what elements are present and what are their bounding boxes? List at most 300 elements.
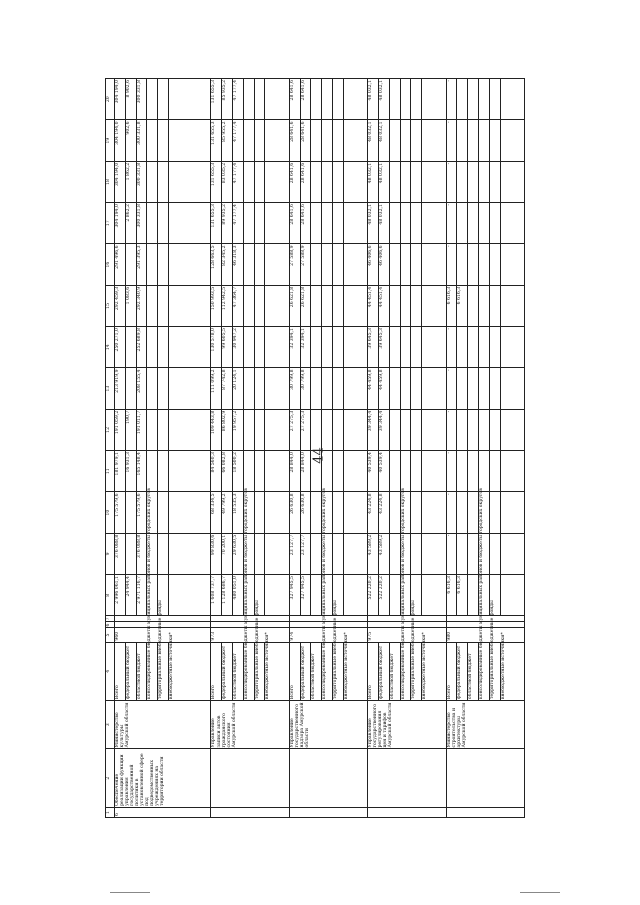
- value-line: 47 364,7: [233, 286, 244, 326]
- code-cell: 980: [446, 628, 524, 642]
- funding-source-label: территориальные внебюджетные фонды: [333, 643, 344, 700]
- value-cell: [115, 161, 211, 202]
- value-cell: [211, 79, 289, 120]
- value-line: [468, 575, 479, 615]
- value-line: 480 051,0: [233, 575, 244, 615]
- value-line: [490, 286, 501, 326]
- value-line: -: [447, 327, 458, 367]
- value-line: 29 630,5: [233, 534, 244, 574]
- value-cell: [211, 203, 289, 244]
- value-line: [311, 79, 322, 119]
- value-cell: [289, 161, 367, 202]
- value-line: [479, 120, 490, 160]
- value-line: [147, 79, 158, 119]
- value-line: [344, 244, 354, 284]
- value-line: [401, 244, 412, 284]
- value-line: [147, 244, 158, 284]
- value-line: [490, 162, 501, 202]
- value-line: [126, 368, 137, 408]
- value-cell: [368, 533, 446, 574]
- value-line: [501, 120, 511, 160]
- value-line: [490, 79, 501, 119]
- value-line: [244, 451, 255, 491]
- empty-cell: [368, 616, 446, 622]
- value-line: [158, 451, 169, 491]
- value-line: [255, 534, 266, 574]
- value-cell: [289, 244, 367, 285]
- value-line: [468, 162, 479, 202]
- value-line: 70 200,1: [222, 534, 233, 574]
- value-line: -: [447, 244, 458, 284]
- column-number-row: [106, 79, 115, 818]
- value-line: [344, 203, 354, 243]
- value-line: 131 655,3: [211, 203, 222, 243]
- value-line: [311, 244, 322, 284]
- value-line: 48 032,1: [368, 203, 379, 243]
- value-line: [333, 492, 344, 532]
- value-line: [344, 492, 354, 532]
- value-line: [390, 162, 401, 202]
- value-line: 46 406,6: [379, 244, 390, 284]
- funding-source-label: консолидированные бюджеты муниципальных районов и бюджеты городских округов: [479, 643, 490, 700]
- value-line: [390, 244, 401, 284]
- value-line: [422, 327, 432, 367]
- value-line: [244, 368, 255, 408]
- value-line: 23 127,7: [290, 534, 301, 574]
- value-line: [479, 410, 490, 450]
- value-line: [390, 368, 401, 408]
- value-line: [479, 162, 490, 202]
- executor-cell: Управление государственного надзора Амурской области: [289, 701, 367, 749]
- value-line: [490, 451, 501, 491]
- column-number: 6: [106, 622, 115, 628]
- value-line: 18 500,2: [233, 451, 244, 491]
- value-line: [344, 79, 354, 119]
- empty-cell: [446, 622, 524, 628]
- value-line: [147, 327, 158, 367]
- value-line: [244, 327, 255, 367]
- column-number: 10: [106, 492, 115, 533]
- funding-source-label: Всего: [290, 643, 301, 700]
- funding-source-label: консолидированные бюджеты муниципальных районов и бюджеты городских округов: [147, 643, 158, 700]
- value-line: [255, 451, 266, 491]
- value-line: [422, 575, 432, 615]
- value-line: [322, 327, 333, 367]
- value-line: [255, 162, 266, 202]
- value-line: [322, 203, 333, 243]
- value-line: [265, 492, 275, 532]
- value-cell: [211, 575, 289, 616]
- value-line: [411, 492, 422, 532]
- value-cell: [289, 533, 367, 574]
- value-line: -: [447, 203, 458, 243]
- value-line: 30 799,8: [290, 368, 301, 408]
- value-line: [169, 451, 179, 491]
- value-line: [255, 203, 266, 243]
- value-line: [344, 120, 354, 160]
- value-line: [479, 368, 490, 408]
- funding-source-label: областной бюджет: [468, 643, 479, 700]
- value-line: [169, 327, 179, 367]
- value-line: 48 032,1: [379, 203, 390, 243]
- value-line: -: [447, 162, 458, 202]
- value-line: [244, 203, 255, 243]
- value-line: 44 459,8: [379, 368, 390, 408]
- value-cell: [368, 120, 446, 161]
- value-line: 48 032,1: [379, 120, 390, 160]
- value-cell: [211, 533, 289, 574]
- value-line: [411, 286, 422, 326]
- value-line: 86 802,9: [222, 410, 233, 450]
- value-line: [468, 286, 479, 326]
- value-line: [401, 162, 412, 202]
- value-line: 44 459,8: [368, 368, 379, 408]
- funding-source-label: областной бюджет: [233, 643, 244, 700]
- measure-name-cell: Обеспечение реализации функции управления государственной политики в установленной сфере под подведомственных учреждениях на территории области: [115, 749, 211, 807]
- value-line: [390, 410, 401, 450]
- value-line: 40 539,4: [379, 451, 390, 491]
- value-cell: [211, 244, 289, 285]
- value-line: [322, 368, 333, 408]
- value-line: -: [447, 79, 458, 119]
- value-line: [169, 368, 179, 408]
- funding-source-label: федеральный бюджет: [301, 643, 312, 700]
- value-line: 109 443,8: [211, 410, 222, 450]
- value-cell: [289, 492, 367, 533]
- value-line: 131 655,3: [211, 120, 222, 160]
- value-line: [311, 492, 322, 532]
- value-line: 39 645,3: [379, 327, 390, 367]
- value-line: 175 579,6: [115, 492, 126, 532]
- value-line: 46 318,3: [233, 244, 244, 284]
- value-line: 28 641,6: [301, 162, 312, 202]
- value-line: 16 931,3: [126, 451, 137, 491]
- value-line: [411, 410, 422, 450]
- value-line: [490, 120, 501, 160]
- funding-source-label: консолидированные бюджеты муниципальных районов и бюджеты городских округов: [244, 643, 255, 700]
- value-line: 165 148,4: [137, 451, 148, 491]
- value-line: [322, 79, 333, 119]
- column-number: 5: [106, 628, 115, 642]
- value-line: 39 344,4: [379, 410, 390, 450]
- value-line: [126, 534, 137, 574]
- value-line: [468, 120, 479, 160]
- value-line: 27 275,3: [301, 410, 312, 450]
- value-line: 26 630,8: [290, 492, 301, 532]
- executor-cell: Министерство культуры Амурской области: [115, 701, 211, 749]
- value-line: [169, 120, 179, 160]
- value-line: 291 395,3: [137, 244, 148, 284]
- value-line: [479, 203, 490, 243]
- value-line: 300 331,8: [137, 79, 148, 119]
- value-line: [479, 286, 490, 326]
- value-line: 39 344,4: [368, 410, 379, 450]
- value-line: -: [447, 120, 458, 160]
- value-cell: [446, 120, 524, 161]
- value-line: 150 993,5: [211, 286, 222, 326]
- value-line: 1 862,2: [126, 162, 137, 202]
- value-line: [265, 120, 275, 160]
- value-line: 28 641,6: [301, 203, 312, 243]
- value-line: 43 589,2: [368, 534, 379, 574]
- value-line: [255, 327, 266, 367]
- value-line: 191 059,2: [115, 410, 126, 450]
- value-line: [265, 244, 275, 284]
- value-line: 128 663,5: [211, 244, 222, 284]
- value-line: [333, 368, 344, 408]
- value-line: 44 451,4: [368, 286, 379, 326]
- funding-source-label: областной бюджет: [311, 643, 322, 700]
- value-cell: [289, 327, 367, 368]
- value-line: 49 799,2: [222, 492, 233, 532]
- value-line: [265, 327, 275, 367]
- value-line: [479, 451, 490, 491]
- row-prefix-cell: [446, 807, 524, 817]
- value-cell: [446, 368, 524, 409]
- value-line: [322, 451, 333, 491]
- value-line: 327 945,5: [301, 575, 312, 615]
- value-line: [390, 203, 401, 243]
- value-line: [468, 368, 479, 408]
- value-line: [344, 575, 354, 615]
- value-line: 522 220,2: [379, 575, 390, 615]
- value-cell: [211, 161, 289, 202]
- value-line: 6 616,3: [457, 286, 468, 326]
- value-line: [411, 120, 422, 160]
- column-number: 11: [106, 451, 115, 492]
- value-line: 28 641,6: [290, 203, 301, 243]
- table-row: [289, 79, 367, 818]
- value-line: 28 641,6: [290, 120, 301, 160]
- value-line: [333, 203, 344, 243]
- value-line: [265, 410, 275, 450]
- value-cell: [446, 79, 524, 120]
- value-line: [457, 410, 468, 450]
- value-line: 300 331,8: [137, 162, 148, 202]
- value-cell: [115, 203, 211, 244]
- value-line: [322, 286, 333, 326]
- value-line: 112 942,5: [222, 286, 233, 326]
- value-line: [169, 203, 179, 243]
- value-line: [147, 203, 158, 243]
- value-line: [457, 244, 468, 284]
- value-line: 48 032,1: [379, 79, 390, 119]
- value-line: 2 971 116,7: [137, 575, 148, 615]
- value-line: [333, 286, 344, 326]
- value-line: [169, 575, 179, 615]
- value-line: [255, 410, 266, 450]
- column-number: 16: [106, 244, 115, 285]
- value-line: 68 334,5: [211, 492, 222, 532]
- funding-source-label: внебюджетные источники*: [343, 632, 349, 700]
- value-line: [311, 203, 322, 243]
- value-line: [490, 327, 501, 367]
- value-line: [333, 534, 344, 574]
- value-line: [244, 286, 255, 326]
- value-line: 1 128 686,7: [222, 575, 233, 615]
- value-line: [490, 244, 501, 284]
- value-line: 39 645,3: [368, 327, 379, 367]
- value-cell: [115, 120, 211, 161]
- column-number: 13: [106, 368, 115, 409]
- value-line: [501, 244, 511, 284]
- funding-source-label: областной бюджет: [390, 643, 401, 700]
- budget-table-rotated: [105, 78, 525, 818]
- value-line: [501, 492, 511, 532]
- value-cell: [368, 492, 446, 533]
- value-line: [333, 79, 344, 119]
- value-cell: [446, 533, 524, 574]
- value-line: 6 616,3: [447, 575, 458, 615]
- value-line: 18 535,3: [233, 492, 244, 532]
- value-line: 28 641,6: [301, 120, 312, 160]
- value-cell: [115, 244, 211, 285]
- value-cell: [446, 161, 524, 202]
- empty-cell: [211, 616, 289, 622]
- funding-source-label: областной бюджет: [137, 643, 148, 700]
- value-cell: [368, 161, 446, 202]
- value-line: [490, 368, 501, 408]
- value-line: [265, 368, 275, 408]
- value-line: [501, 451, 511, 491]
- value-line: 304 194,0: [115, 120, 126, 160]
- value-line: [311, 575, 322, 615]
- value-line: [344, 162, 354, 202]
- value-line: 6 616,3: [447, 286, 458, 326]
- value-line: 47 177,4: [233, 79, 244, 119]
- value-line: 304 194,0: [115, 203, 126, 243]
- code-cell: 974: [289, 628, 367, 642]
- value-line: [422, 120, 432, 160]
- value-line: [411, 451, 422, 491]
- value-line: [265, 162, 275, 202]
- value-line: 19 957,2: [233, 410, 244, 450]
- value-line: [411, 162, 422, 202]
- value-line: 1 083,6: [126, 286, 137, 326]
- value-line: [147, 120, 158, 160]
- value-line: 250 271,0: [115, 327, 126, 367]
- value-line: [311, 368, 322, 408]
- value-line: [422, 492, 432, 532]
- value-line: [422, 162, 432, 202]
- value-line: 376 088,8: [115, 534, 126, 574]
- value-line: 85 935,2: [222, 79, 233, 119]
- value-line: [244, 244, 255, 284]
- value-line: 522 220,2: [368, 575, 379, 615]
- value-cell: [115, 533, 211, 574]
- value-cell: [446, 327, 524, 368]
- value-line: 30 947,2: [233, 327, 244, 367]
- value-cell: [446, 409, 524, 450]
- value-line: 28 844,0: [290, 451, 301, 491]
- value-line: [457, 162, 468, 202]
- value-line: [390, 534, 401, 574]
- value-cell: [446, 575, 524, 616]
- column-number: 2: [106, 749, 115, 807]
- value-line: [158, 244, 169, 284]
- value-cell: [115, 409, 211, 450]
- value-line: [457, 492, 468, 532]
- row-prefix-cell: [289, 807, 367, 817]
- value-line: 26 621,8: [301, 286, 312, 326]
- value-line: [457, 451, 468, 491]
- value-line: [401, 327, 412, 367]
- value-line: -: [447, 451, 458, 491]
- measure-name-cell: [211, 749, 289, 807]
- column-number: 17: [106, 203, 115, 244]
- column-number: 15: [106, 285, 115, 326]
- scan-edge-mark: [110, 892, 150, 893]
- value-line: [468, 203, 479, 243]
- value-line: 47 177,4: [233, 203, 244, 243]
- value-line: [390, 286, 401, 326]
- value-cell: [211, 285, 289, 326]
- measure-name-cell: [368, 749, 446, 807]
- value-line: [390, 327, 401, 367]
- value-line: 89 935,2: [222, 203, 233, 243]
- value-line: [322, 120, 333, 160]
- value-line: -: [447, 492, 458, 532]
- value-line: [158, 327, 169, 367]
- table-row: [115, 79, 211, 818]
- funding-source-label: федеральный бюджет: [379, 643, 390, 700]
- value-line: [344, 286, 354, 326]
- column-number: 3: [106, 701, 115, 749]
- budget-table: [105, 78, 525, 818]
- value-line: -: [447, 534, 458, 574]
- value-line: 83 035,2: [222, 162, 233, 202]
- funding-source-label: территориальные внебюджетные фонды: [490, 643, 501, 700]
- value-line: 213 919,9: [115, 368, 126, 408]
- code-cell: 960: [115, 628, 211, 642]
- value-line: 1 608 737,7: [211, 575, 222, 615]
- funding-source-label: федеральный бюджет: [457, 643, 468, 700]
- value-line: [126, 492, 137, 532]
- value-line: [401, 120, 412, 160]
- value-line: [390, 79, 401, 119]
- value-line: [265, 575, 275, 615]
- value-line: 2 996 061,1: [115, 575, 126, 615]
- value-line: [501, 79, 511, 119]
- value-line: [468, 79, 479, 119]
- value-line: [468, 327, 479, 367]
- value-cell: [368, 203, 446, 244]
- value-line: [422, 534, 432, 574]
- value-line: 28 641,6: [290, 79, 301, 119]
- value-line: 300 331,8: [137, 203, 148, 243]
- value-line: [158, 492, 169, 532]
- value-line: 292 340,9: [137, 286, 148, 326]
- value-line: [468, 451, 479, 491]
- funding-source-label: Всего: [447, 643, 458, 700]
- value-line: 191 011,7: [137, 410, 148, 450]
- value-line: [390, 492, 401, 532]
- value-line: [158, 120, 169, 160]
- value-line: 87 742,8: [222, 368, 233, 408]
- value-line: [169, 244, 179, 284]
- value-line: 27 275,3: [290, 410, 301, 450]
- value-line: [147, 410, 158, 450]
- value-cell: [368, 327, 446, 368]
- value-line: [169, 534, 179, 574]
- value-line: [457, 120, 468, 160]
- value-line: [344, 451, 354, 491]
- row-prefix-cell: 6: [115, 807, 211, 817]
- funding-source-label: Всего: [115, 643, 126, 700]
- empty-cell: [289, 622, 367, 628]
- value-line: [158, 410, 169, 450]
- value-cell: [446, 285, 524, 326]
